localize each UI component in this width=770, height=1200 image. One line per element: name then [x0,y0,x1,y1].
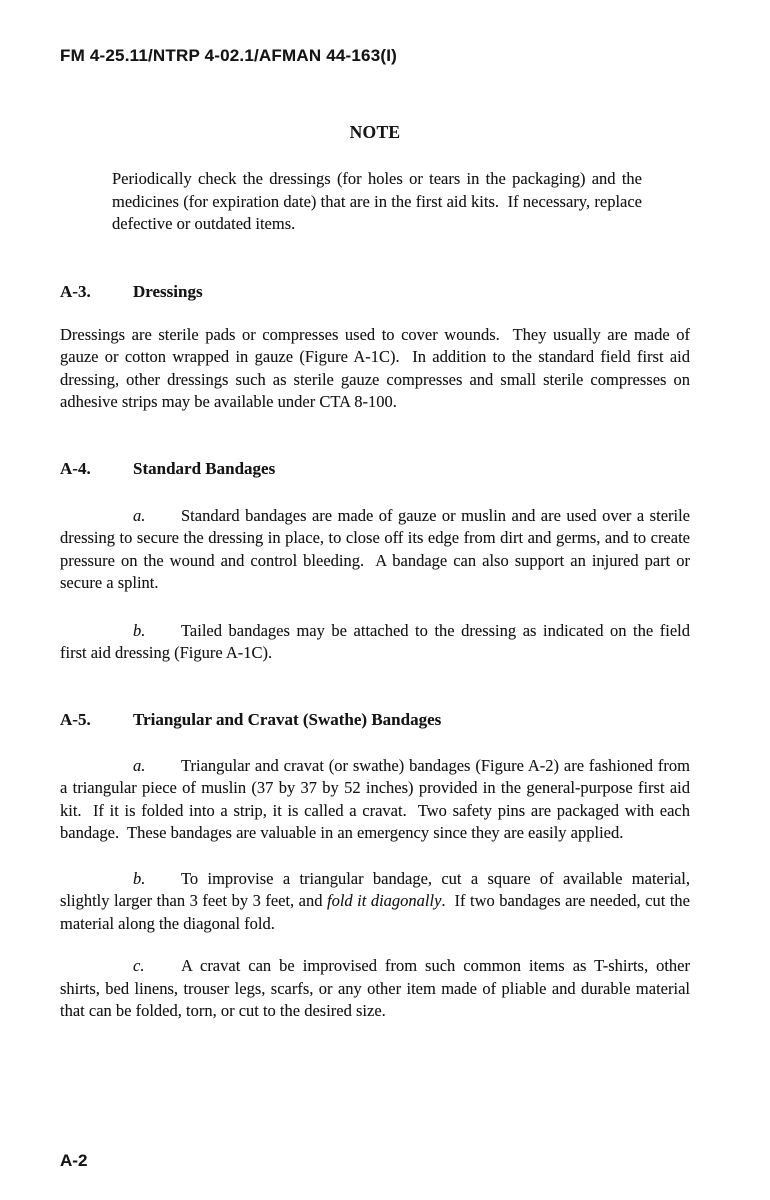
section-number: A-4. [60,458,91,478]
paragraph-text: Triangular and cravat (or swathe) bandages (Figure A-2) are fashioned from a triangular piece of muslin (37 by 37 by 52 inches) provided in the general-purpose first aid kit. If it is folded into a strip, it is called a cravat. Two safety pins are packaged with each bandage. These bandages are valuable in an emergency since they are easily applied. [60,755,690,842]
paragraph-text: To improvise a triangular bandage, cut a square of available material, slightly larger than 3 feet by 3 feet, and [60,868,690,910]
paragraph-a5-a [60,755,690,845]
paragraph-a5-b [60,868,690,936]
section-title: Standard Bandages [133,458,276,478]
section-title: Dressings [133,281,203,301]
section-a5 [60,710,690,1023]
note-body: Periodically check the dressings (for holes or tears in the packaging) and the medicines (for expiration date) that are in the first aid kits. If necessary, replace defective or outdated items. [112,169,642,233]
paragraph-text: A cravat can be improvised from such common items as T-shirts, other shirts, bed linens, trouser legs, scarfs, or any other item made of pliable and durable material that can be folded, torn, or cut to the desired size. [60,956,690,1020]
paragraph-label: c. [133,956,145,975]
paragraph-a3: Dressings are sterile pads or compresses used to cover wounds. They usually are made of gauze or cotton wrapped in gauze (Figure A-1C). In addition to the standard field first aid dressing, other dressings such as sterile gauze compresses and small sterile compresses on adhesive strips may be available under CTA 8-100. [60,324,690,411]
paragraph-text: Standard bandages are made of gauze or muslin and are used over a sterile dressing to secure the dressing in place, to close off its edge from dirt and germs, and to create pressure on the wound and control bleeding. A bandage can also support an injured part or secure a splint. [60,505,690,592]
paragraph-text: . If two bandages are needed, cut the material along the diagonal fold. [60,891,690,933]
paragraph-label: a. [133,755,146,775]
page-header [60,46,690,66]
paragraph-a4-a [60,505,690,595]
section-number: A-3. [60,281,91,301]
section-a5-heading [60,710,690,730]
section-a3-heading [60,282,690,302]
section-title: Triangular and Cravat (Swathe) Bandages [133,709,442,729]
paragraph-a5-c [60,955,690,1023]
paragraph-label: b. [133,868,146,888]
note-block [60,122,690,236]
paragraph-a4-b [60,620,690,665]
italic-phrase: fold it diagonally [327,891,442,910]
section-a4-heading [60,459,690,479]
section-a3 [60,282,690,414]
paragraph-label: a. [133,505,146,525]
note-title: NOTE [349,122,401,142]
section-number: A-5. [60,709,91,729]
section-a4 [60,459,690,665]
document-number: FM 4-25.11/NTRP 4-02.1/AFMAN 44-163(I) [60,46,398,65]
page-number: A-2 [60,1151,88,1170]
paragraph-text: Tailed bandages may be attached to the dressing as indicated on the field first aid dressing (Figure A-1C). [60,620,690,662]
paragraph-label: b. [133,620,146,640]
